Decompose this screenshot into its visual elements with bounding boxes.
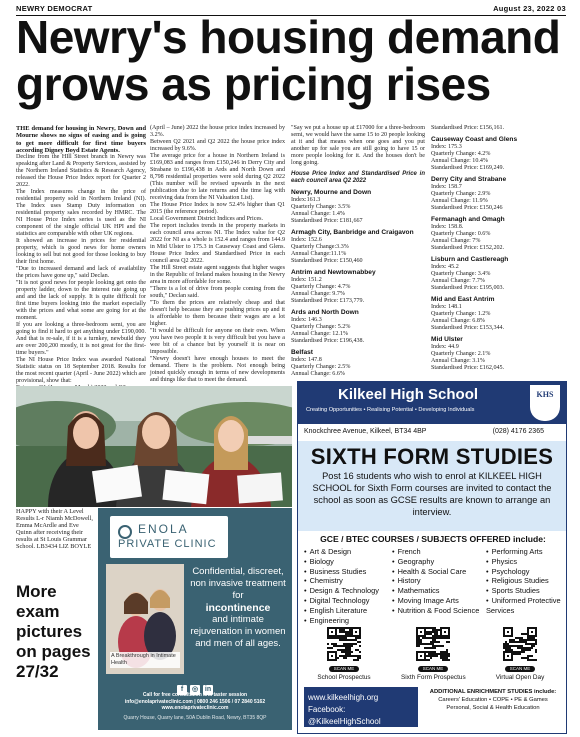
bullet-icon: • xyxy=(304,547,307,556)
article-column-3 xyxy=(291,125,425,378)
qr-label: Sixth Form Prospectus xyxy=(401,674,466,681)
bullet-icon: • xyxy=(486,586,489,596)
council-name: Fermanagh and Omagh xyxy=(431,216,505,223)
subject-item xyxy=(304,557,396,567)
enrichment xyxy=(422,689,564,712)
council-stat: Standardised Price: £153,344. xyxy=(431,325,505,331)
bullet-icon: • xyxy=(392,576,395,586)
subject-item xyxy=(392,547,484,557)
council-name: Newry, Mourne and Down xyxy=(291,189,372,196)
enrichment-line-2: Personal, Social & Health Education xyxy=(446,704,540,711)
council-stat: Index: 147.8 xyxy=(291,357,322,363)
council-stat: Standardised Price: £150,246 xyxy=(431,205,503,211)
scan-me-label: SCAN ME xyxy=(418,666,448,672)
council-stat: Standardised Price: £196,438. xyxy=(291,338,365,344)
subjects-col-2 xyxy=(392,547,484,616)
paragraph: The Hill Street estate agent suggests that higher wages in the Republic of Ireland makes housing in the Newry area in more affordable for some. xyxy=(150,265,285,285)
article-column-2 xyxy=(150,125,285,384)
school-name: Kilkeel High School xyxy=(338,386,479,403)
qr-block[interactable] xyxy=(401,627,465,681)
paragraph: Local Government District Indices and Prices. xyxy=(150,216,264,222)
subjects-col-1 xyxy=(304,547,396,625)
council-stat: Quarterly Change: 2.9% xyxy=(431,191,491,197)
council-name: Lisburn and Castlereagh xyxy=(431,256,509,263)
paragraph: The Index measures change in the price of residential property sold in Northern Ireland (NI). The Index uses Stamp Duty information on residential property sales recorded by HMRC. The NI House Price Index series is used as the NI component of the single official UK HPI and the statistics are comparable with other UK regions. xyxy=(16,189,146,238)
qr-code-icon[interactable] xyxy=(503,627,537,661)
paragraph: Decline from the HIll Street branch in Newry was speaking after Land & Property Services, assisted by the Northern Ireland Statistics & Research Agency, released the House Price Index report for Quarter 2 2022. xyxy=(16,154,146,189)
bullet-icon: • xyxy=(486,566,489,576)
council-name: Mid Ulster xyxy=(431,336,463,343)
enola-call: Call for free consultation and taster session xyxy=(142,692,248,698)
enrichment-title: ADDITIONAL ENRICHMENT STUDIES include: xyxy=(429,689,557,695)
subject-label: Mathematics xyxy=(397,586,440,596)
paragraph: The report includes trends in the property markets in each council area across NI. The Index value for Q2 2022 for NI as a whole is 152.4 and ranges from 144.9 in Mid Ulster to 175.3 in Causeway Coast and Glens. House Price Index and Standardised Price in each council area Q2 2022. xyxy=(150,223,285,264)
students-photo-image xyxy=(16,386,292,507)
subject-item xyxy=(486,567,566,577)
article-column-4 xyxy=(431,125,567,372)
instagram-icon[interactable]: ◎ xyxy=(191,686,199,693)
council-stat: Index: 151.2 xyxy=(291,277,322,283)
subject-item xyxy=(392,557,484,567)
subject-item xyxy=(304,606,396,616)
subject-item xyxy=(392,596,484,606)
council-name: Antrim and Newtownabbey xyxy=(291,269,376,276)
subject-item xyxy=(392,606,484,616)
subject-item xyxy=(304,586,396,596)
council-stat: Annual Change: 10.4% xyxy=(431,158,489,164)
council-stat: Index: 148.1 xyxy=(431,304,462,310)
students-photo xyxy=(16,386,292,507)
paragraph: The average price for a house in Northern Ireland is £169,083 and ranges from £150,246 in Derry City and Strabane to £196,438 in Ards and North Down and 8,798 residential properties were sold during Q2 2022 (This number will be revised upwards in the next publication due to late returns and the time lag with receiving data from the NI Valuation List). xyxy=(150,153,285,201)
subject-label: Engineering xyxy=(309,615,350,625)
council-stat: Annual Change: 3.1% xyxy=(431,358,485,364)
council-stat: Quarterly Change: 4.7% xyxy=(291,284,351,290)
paragraph: "There is a lot of drive from people coming from the south," Declan said. xyxy=(150,286,285,299)
subject-label: Physics xyxy=(491,556,518,566)
subject-label: Design & Technology xyxy=(309,586,379,596)
council-name: Causeway Coast and Glens xyxy=(431,136,518,143)
lead-paragraph: THE demand for housing in Newry, Down and Mourne shows no signs of easing and is going to get more difficult for first time buyers according Digney Boyd Estate Agents. xyxy=(16,125,146,154)
council-stat: Annual Change: 9.7% xyxy=(291,291,345,297)
paragraph: The NI House Price Index was awarded National Statistic status on 18 September 2018. Results for the most recent quarter (April - June 2022) which are provisional, show that: xyxy=(16,357,146,385)
bullet-icon: • xyxy=(304,615,307,625)
bullet-icon: • xyxy=(304,576,307,586)
subject-item xyxy=(486,547,566,557)
council-stat: Annual Change: 6.8% xyxy=(431,318,485,324)
council-name: Belfast xyxy=(291,349,313,356)
sixth-form-banner xyxy=(298,441,566,531)
subject-item xyxy=(486,596,566,616)
standardised-price: Standardised Price: £156,161. xyxy=(431,125,505,131)
more-pictures-promo: More exam pictures on pages 27/32 xyxy=(16,582,91,681)
subject-label: English Literature xyxy=(309,605,368,615)
enola-highlight: incontinence xyxy=(205,602,271,614)
council-stat: Standardised Price: £195,003. xyxy=(431,285,505,291)
school-header xyxy=(298,382,566,424)
enola-footer xyxy=(102,692,288,721)
bullet-icon: • xyxy=(486,547,489,556)
council-stat: Annual Change:11.1% xyxy=(291,251,347,257)
enola-address: Quarry House, Quarry lane, 50A Dublin Road, Newry, BT35 8QP xyxy=(123,714,267,721)
school-contact-row xyxy=(298,426,566,440)
council-stat: Index: 158.8. xyxy=(431,224,464,230)
bullet-icon: • xyxy=(392,566,395,576)
paragraph: The House Price Index is now 52.4% higher than Q1 2015 (the reference period). xyxy=(150,202,285,215)
subject-label: Art & Design xyxy=(309,547,352,556)
council-stat: Quarterly Change: 0.6% xyxy=(431,231,491,237)
enola-inset-caption: A Breakthrough in Intimate Health xyxy=(110,652,180,668)
council-list xyxy=(291,189,425,378)
subject-label: French xyxy=(397,547,421,556)
council-stat: Quarterly Change: 2.1% xyxy=(431,351,491,357)
council-stat: Quarterly Change: 1.2% xyxy=(431,311,491,317)
council-stat: Index: 45.2 xyxy=(431,264,459,270)
headline: Newry's housing demand grows as pricing rises xyxy=(16,11,561,110)
council-stat: Quarterly Change: 3.4% xyxy=(431,271,491,277)
qr-row xyxy=(298,627,566,685)
school-address: Knockchree Avenue, Kilkeel, BT34 4BP xyxy=(304,428,427,435)
school-tagline: Creating Opportunities • Realising Potential • Developing Individuals xyxy=(306,407,475,413)
bullet-icon: • xyxy=(392,547,395,556)
article-column-1 xyxy=(16,125,146,392)
paragraph: (April – June) 2022 the house price index increased by 3.2%. xyxy=(150,125,285,138)
subject-item xyxy=(304,547,396,557)
council-stat: Quarterly Change: 5.2% xyxy=(291,324,351,330)
subject-item xyxy=(304,576,396,586)
subject-item xyxy=(304,616,396,626)
council-stat: Annual Change: 12.1% xyxy=(291,331,349,337)
scan-me-label: SCAN ME xyxy=(505,666,535,672)
bullet-icon: • xyxy=(486,595,489,605)
bullet-icon: • xyxy=(304,595,307,605)
subject-label: Performing Arts xyxy=(491,547,543,556)
paragraph: "It is not good news for people looking get onto the property ladder, down to the interest rate going up and and the lack of supply. It is quite difficult for first time buyers looking into the market especially with the prices and what some are going for at the moment. xyxy=(16,280,146,322)
subjects-title: GCE / BTEC COURSES / SUBJECTS OFFERED include: xyxy=(320,534,546,544)
subjects-col-3 xyxy=(486,547,566,616)
qr-code-icon[interactable] xyxy=(327,627,361,661)
council-stat: Index:161.3 xyxy=(291,197,321,203)
bullet-icon: • xyxy=(304,586,307,596)
council-name: Derry City and Strabane xyxy=(431,176,507,183)
subject-label: Business Studies xyxy=(309,566,367,576)
enola-clinic-advert xyxy=(98,508,292,730)
bullet-icon: • xyxy=(304,605,307,615)
subject-item xyxy=(486,586,566,596)
subject-label: Uniformed Protective Services xyxy=(486,595,561,615)
enrichment-line-1: Careers' Education • COPE • PE & Games xyxy=(438,696,548,703)
subject-item xyxy=(486,576,566,586)
enola-inset-photo xyxy=(106,564,184,674)
council-stat: Standardised Price: £181,667 xyxy=(291,218,363,224)
bullet-icon: • xyxy=(392,586,395,596)
qr-label: School Prospectus xyxy=(317,674,371,681)
subject-item xyxy=(304,596,396,606)
council-name: Armagh City, Banbridge and Craigavon xyxy=(291,229,414,236)
subject-label: Biology xyxy=(309,556,334,566)
council-stat: Standardised Price: £150,460 xyxy=(291,258,363,264)
enola-logo-icon xyxy=(118,525,132,539)
table-heading: House Price Index and Standardised Price in each council area Q2 2022 xyxy=(291,171,425,184)
subject-label: Chemistry xyxy=(309,576,343,586)
scan-me-label: SCAN ME xyxy=(329,666,359,672)
paragraph: "Due to increased demand and lack of availability the prices have gone up," said Declan. xyxy=(16,266,146,280)
paragraph: "Say we put a house up at £17000 for a three-bedroom semi, we would have the same 15 to 20 people looking at it and that means when one goes and you put another up for sale you are still going to have 15 or more people looking for it. And the houses don't be long going. xyxy=(291,125,425,166)
subject-item xyxy=(304,567,396,577)
enola-copy xyxy=(190,566,286,650)
council-stat: Index: 146.3 xyxy=(291,317,322,323)
council-stat: Annual Change: 7% xyxy=(431,238,481,244)
paragraph: "It would be difficult for anyone on their own. When you have two people it is very difficult but you have a wee bit of a chance but by yourself it is near on impossible. xyxy=(150,328,285,355)
school-crest xyxy=(530,385,560,421)
council-list xyxy=(431,136,567,372)
council-stat: Standardised Price: £173,779. xyxy=(291,298,365,304)
enola-logo-box xyxy=(110,516,228,558)
council-stat: Quarterly Change: 2.5% xyxy=(291,364,351,370)
paper-name: NEWRY DEMOCRAT xyxy=(16,4,93,13)
council-stat: Quarterly Change: 3.5% xyxy=(291,204,351,210)
enola-web[interactable]: www.enolaprivateclinic.com xyxy=(161,705,229,711)
facebook-icon[interactable]: f xyxy=(177,685,187,695)
subject-label: Religious Studies xyxy=(491,576,549,586)
date-page: August 23, 2022 03 xyxy=(493,4,566,13)
qr-block[interactable] xyxy=(312,627,376,681)
bullet-icon: • xyxy=(392,556,395,566)
bullet-icon: • xyxy=(304,556,307,566)
council-stat: Standardised Price: £169,249. xyxy=(431,165,505,171)
paragraph: It showed an increase in prices for residential property, which is good news for home owners looking to sell but not good for those looking to buy their first home. xyxy=(16,238,146,266)
paragraph: "To them the prices are relatively cheap and that doesn't help because they are pushing prices up and it is affordable to them because their wages are a lot higher. xyxy=(150,300,285,327)
subject-label: Moving Image Arts xyxy=(397,595,459,605)
council-stat: Annual Change: 1.4% xyxy=(291,211,345,217)
photo-caption: HAPPY with their A Level Results L-r Niamh McDowell, Emma McArdle and Eve Quinn after receiving their results at St Louis Grammar School. LB3434 LIZ BOYLE xyxy=(16,508,93,551)
subject-label: Sports Studies xyxy=(491,586,540,596)
school-web[interactable]: www.kilkeelhigh.org xyxy=(308,693,379,702)
council-name: Ards and North Down xyxy=(291,309,359,316)
enola-tail: and intimate rejuvenation in women and men of all ages. xyxy=(190,614,286,649)
subject-item xyxy=(392,586,484,596)
council-stat: Quarterly Change: 4.2% xyxy=(431,151,491,157)
school-facebook[interactable]: Facebook: @KilkeelHighSchool xyxy=(308,705,381,726)
council-stat: Index: 44.9 xyxy=(431,344,459,350)
kilkeel-school-advert xyxy=(297,381,567,734)
council-stat: Quarterly Change:3.3% xyxy=(291,244,349,250)
subject-label: Health & Social Care xyxy=(397,566,467,576)
linkedin-icon[interactable]: in xyxy=(204,686,212,693)
qr-block[interactable] xyxy=(488,627,552,681)
paragraph: If you are looking a three-bedroom semi, you are going to find it hard to get anything under £190,000. And that is re-sale, if it is a turnkey, newbuild they are over 200,200 mostly, it is not great for the first-time buyers." xyxy=(16,322,146,357)
paragraph: "Newry doesn't have enough houses to meet the demand. There is the problem. Not enough being joined quickly enough in terms of new developments and things like that to meet the demand. xyxy=(150,356,285,383)
bullet-icon: • xyxy=(486,556,489,566)
enola-logo-bottom: PRIVATE CLINIC xyxy=(118,538,217,550)
bullet-icon: • xyxy=(304,566,307,576)
school-phone: (028) 4176 2365 xyxy=(492,428,544,435)
school-crest-text: KHS xyxy=(536,390,554,399)
banner-title: SIXTH FORM STUDIES xyxy=(310,444,554,469)
banner-invite: Post 16 students who wish to enrol at KILKEEL HIGH SCHOOL for Sixth Form courses are invited to contact the school as soon as GCSE results are known to arrange an interview. xyxy=(312,471,552,517)
council-stat: Standardised Price: £152,202. xyxy=(431,245,505,251)
council-stat: Annual Change: 11.9% xyxy=(431,198,488,204)
subject-label: Nutrition & Food Science xyxy=(397,605,480,615)
council-stat: Annual Change: 6.6% xyxy=(291,371,345,377)
enola-body: Confidential, discreet, non invasive treatment for xyxy=(190,566,286,601)
council-stat: Annual Change: 7.7% xyxy=(431,278,485,284)
subject-label: Digital Technology xyxy=(309,595,370,605)
school-web-box xyxy=(304,687,418,727)
subject-item xyxy=(392,576,484,586)
subject-label: History xyxy=(397,576,421,586)
qr-label: Virtual Open Day xyxy=(495,674,545,681)
subject-item xyxy=(392,567,484,577)
subject-label: Psychology xyxy=(491,566,530,576)
bullet-icon: • xyxy=(486,576,489,586)
enola-contact[interactable]: info@enolaprivateclinic.com | 0800 246 1506 / 07 2840 5162 xyxy=(124,698,266,705)
council-name: Mid and East Antrim xyxy=(431,296,495,303)
paragraph: Between Q2 2021 and Q2 2022 the house price index increased by 9.6%. xyxy=(150,139,285,152)
council-stat: Index: 152.6 xyxy=(291,237,322,243)
enola-logo-top: ENOLA xyxy=(138,522,189,536)
council-stat: Index: 158.7 xyxy=(431,184,462,190)
bullet-icon: • xyxy=(392,595,395,605)
qr-code-icon[interactable] xyxy=(416,627,450,661)
council-stat: Standardised Price: £162,045. xyxy=(431,365,505,371)
subject-item xyxy=(486,557,566,567)
council-stat: Index: 175.3 xyxy=(431,144,462,150)
subject-label: Geography xyxy=(397,556,435,566)
bullet-icon: • xyxy=(392,605,395,615)
